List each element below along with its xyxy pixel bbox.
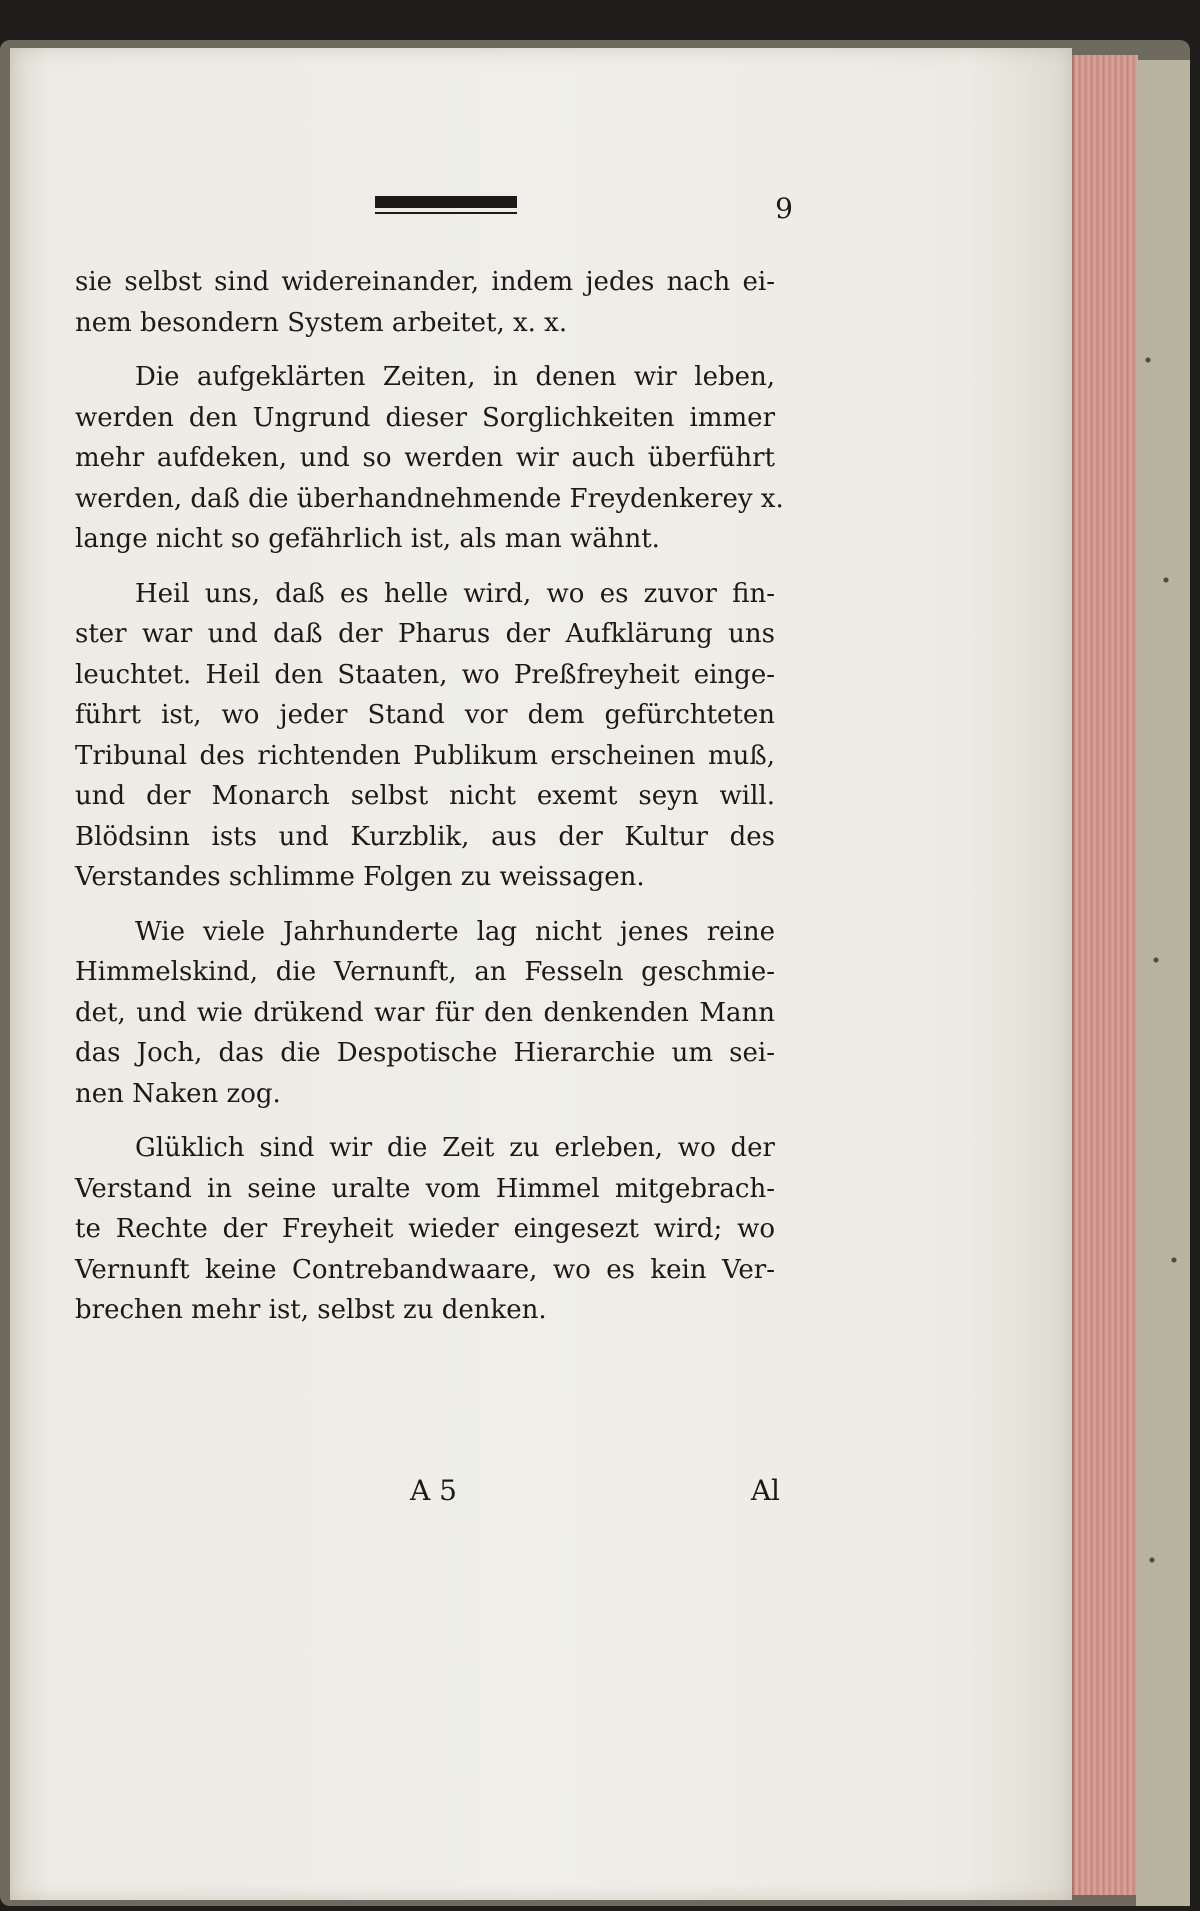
signature-mark: A 5 — [410, 1474, 457, 1507]
paragraph-2 — [75, 357, 784, 560]
text-line: Vernunft keine Contrebandwaare, wo es kein Ver- — [75, 1254, 775, 1285]
binding-board — [1136, 60, 1190, 1906]
paragraph-5 — [75, 1128, 775, 1331]
text-line: lange nicht so gefährlich ist, als man wähnt. — [75, 524, 660, 554]
text-line: leuchtet. Heil den Staaten, wo Preßfreyheit einge- — [75, 659, 775, 690]
text-line: nen Naken zog. — [75, 1078, 281, 1109]
text-line: Glüklich sind wir die Zeit zu erleben, wo der — [135, 1133, 775, 1163]
text-line: nem besondern System arbeitet, x. x. — [75, 307, 568, 338]
text-line: das Joch, das die Despotische Hierarchie um sei- — [75, 1038, 775, 1068]
text-line: ster war und daß der Pharus der Aufklärung uns — [75, 619, 775, 649]
text-line: werden den Ungrund dieser Sorglichkeiten immer — [75, 402, 775, 433]
body-text — [75, 262, 784, 1331]
catchword: Al — [750, 1474, 780, 1507]
text-line: det, und wie drükend war für den denkenden Mann — [75, 997, 775, 1028]
text-line: Himmelskind, die Vernunft, an Fesseln geschmie- — [75, 957, 775, 987]
text-line: und der Monarch selbst nicht exemt seyn will. — [75, 781, 775, 811]
header-ornament-thin-rule — [375, 212, 517, 214]
text-line: sie selbst sind widereinander, indem jedes nach ei- — [75, 267, 775, 297]
text-line: Tribunal des richtenden Publikum erscheinen muß, — [75, 740, 775, 771]
text-line: werden, daß die überhandnehmende Freydenkerey x. — [75, 483, 784, 514]
text-line: Die aufgeklärten Zeiten, in denen wir leben, — [135, 362, 775, 392]
text-line: Blödsinn ists und Kurzblik, aus der Kultur des — [75, 821, 775, 852]
text-line: te Rechte der Freyheit wieder eingesezt wird; wo — [75, 1214, 775, 1244]
header-ornament-rule — [375, 196, 517, 208]
text-line: Verstand in seine uralte vom Himmel mitgebrach- — [75, 1173, 775, 1204]
text-line: mehr aufdeken, und so werden wir auch überführt — [75, 443, 775, 473]
text-line: Verstandes schlimme Folgen zu weissagen. — [75, 862, 645, 892]
paragraph-4 — [75, 912, 775, 1115]
text-line: brechen mehr ist, selbst zu denken. — [75, 1295, 547, 1325]
paragraph-3 — [75, 574, 775, 898]
page-edges — [1072, 55, 1138, 1895]
text-line: führt ist, wo jeder Stand vor dem gefürchteten — [75, 700, 775, 730]
page-number: 9 — [775, 192, 793, 225]
paragraph-1 — [75, 262, 775, 343]
text-line: Wie viele Jahrhunderte lag nicht jenes reine — [135, 916, 775, 947]
text-line: Heil uns, daß es helle wird, wo es zuvor fin- — [135, 578, 775, 609]
